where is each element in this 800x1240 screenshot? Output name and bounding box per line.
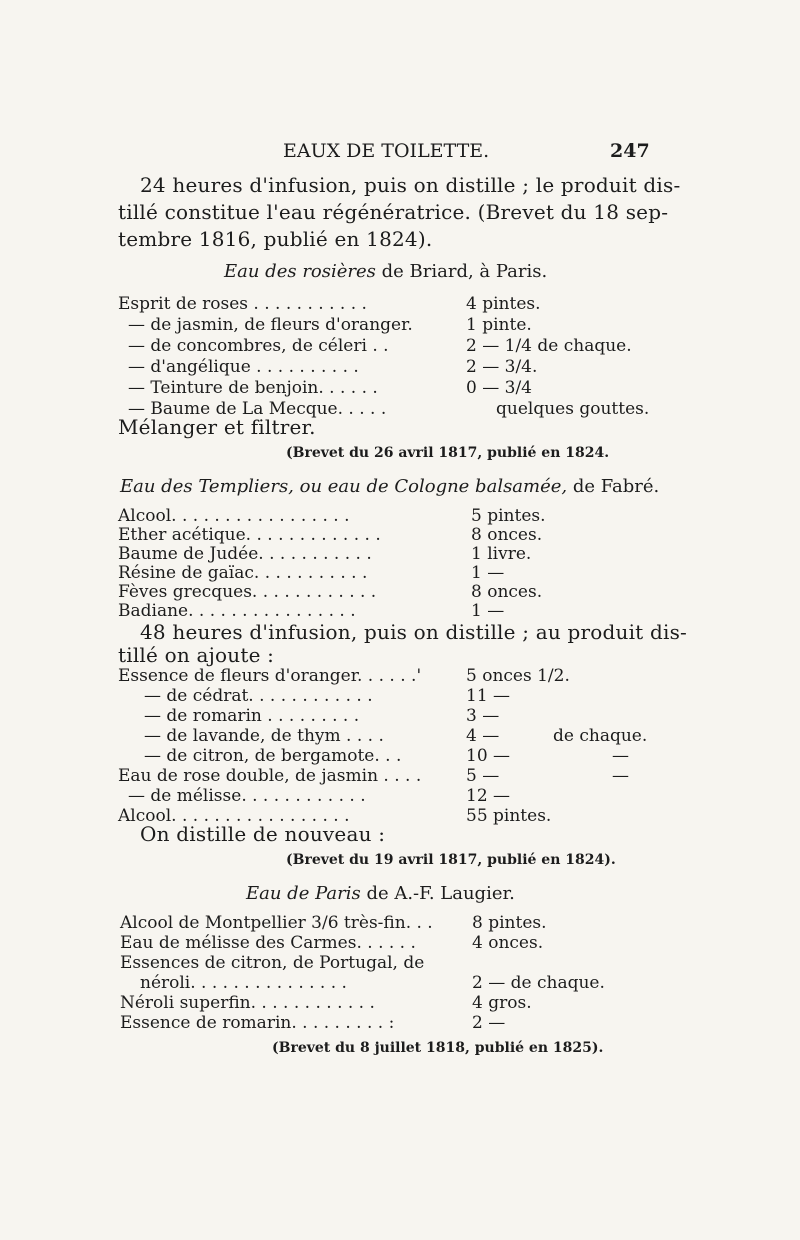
recipe3-item-name: Essences de citron, de Portugal, de [120, 953, 425, 973]
recipe1-item-name: — Teinture de benjoin. . . . . . [128, 378, 378, 398]
recipe2-item-name: Résine de gaïac. . . . . . . . . . . [118, 563, 368, 583]
recipe2-item-name: Baume de Judée. . . . . . . . . . . [118, 544, 372, 564]
recipe2-addition-name: Eau de rose double, de jasmin . . . . [118, 766, 422, 786]
recipe2-item-qty: 5 pintes. [471, 506, 546, 526]
recipe2-addition-qty: 5 onces 1/2. [466, 666, 570, 686]
recipe3-title [246, 883, 515, 904]
recipe2-instruction: On distille de nouveau : [140, 822, 386, 846]
intro-line-3: tembre 1816, publié en 1824). [118, 227, 433, 251]
intro-line-2: tillé constitue l'eau régénératrice. (Brevet du 18 sep- [118, 200, 669, 224]
recipe3-item-qty: 4 onces. [472, 933, 544, 953]
recipe1-item-name: — Baume de La Mecque. . . . . [128, 399, 387, 419]
recipe2-infusion-line-1: 48 heures d'infusion, puis on distille ; au produit dis- [140, 620, 688, 644]
recipe2-addition-qty: 3 — [466, 706, 500, 726]
recipe2-item-qty: 1 — [471, 601, 505, 621]
recipe2-title [120, 476, 659, 497]
recipe1-title-italic: Eau des rosières [224, 261, 376, 282]
recipe1-item-name: — d'angélique . . . . . . . . . . [128, 357, 359, 377]
recipe1-title-rest: de Briard, à Paris. [375, 261, 548, 282]
recipe1-item-qty: quelques gouttes. [496, 399, 650, 419]
recipe3-item-name: Eau de mélisse des Carmes. . . . . . [120, 933, 416, 953]
recipe2-addition-name: — de romarin . . . . . . . . . [144, 706, 360, 726]
recipe2-item-qty: 1 — [471, 563, 505, 583]
recipe3-title-italic: Eau de Paris [246, 883, 361, 904]
recipe2-addition-qty: 5 — [466, 766, 500, 786]
recipe3-item-qty: 2 — de chaque. [472, 973, 605, 993]
recipe2-addition-name: — de citron, de bergamote. . . [144, 746, 402, 766]
recipe1-item-qty: 2 — 1/4 de chaque. [466, 336, 632, 356]
recipe1-item-name: — de concombres, de céleri . . [128, 336, 389, 356]
recipe2-item-name: Alcool. . . . . . . . . . . . . . . . . [118, 506, 350, 526]
recipe3-item-qty: 4 gros. [472, 993, 532, 1013]
recipe2-addition-name: — de cédrat. . . . . . . . . . . . [144, 686, 373, 706]
recipe2-item-qty: 8 onces. [471, 525, 543, 545]
recipe2-item-qty: 1 livre. [471, 544, 532, 564]
recipe2-addition-name: Essence de fleurs d'oranger. . . . . .' [118, 666, 422, 686]
recipe2-title-rest: de Fabré. [567, 476, 660, 497]
recipe3-item-name: néroli. . . . . . . . . . . . . . . [140, 973, 347, 993]
recipe2-item-qty: 8 onces. [471, 582, 543, 602]
recipe2-addition-name: — de mélisse. . . . . . . . . . . . [128, 786, 366, 806]
recipe2-item-name: Badiane. . . . . . . . . . . . . . . . [118, 601, 356, 621]
recipe2-addition-name: — de lavande, de thym . . . . [144, 726, 384, 746]
recipe1-title [224, 261, 547, 282]
recipe2-addition-extra: de chaque. [553, 726, 648, 746]
recipe3-item-name: Alcool de Montpellier 3/6 très-fin. . . [120, 913, 433, 933]
recipe2-infusion-line-2: tillé on ajoute : [118, 643, 275, 667]
recipe2-reference: (Brevet du 19 avril 1817, publié en 1824). [286, 852, 616, 868]
recipe3-item-qty: 2 — [472, 1013, 506, 1033]
recipe2-addition-qty: 12 — [466, 786, 511, 806]
recipe3-reference: (Brevet du 8 juillet 1818, publié en 1825). [272, 1040, 604, 1056]
recipe2-addition-name: Alcool. . . . . . . . . . . . . . . . . [118, 806, 350, 826]
recipe2-addition-extra: — [612, 766, 629, 786]
recipe1-instruction: Mélanger et filtrer. [118, 415, 316, 439]
intro-line-1: 24 heures d'infusion, puis on distille ; le produit dis- [140, 173, 681, 197]
recipe1-item-name: Esprit de roses . . . . . . . . . . . [118, 294, 367, 314]
recipe2-addition-qty: 55 pintes. [466, 806, 552, 826]
recipe3-title-rest: de A.-F. Laugier. [360, 883, 515, 904]
recipe1-item-qty: 1 pinte. [466, 315, 532, 335]
recipe2-item-name: Ether acétique. . . . . . . . . . . . . [118, 525, 381, 545]
recipe2-addition-qty: 10 — [466, 746, 511, 766]
recipe1-reference: (Brevet du 26 avril 1817, publié en 1824. [286, 445, 610, 461]
recipe1-item-name: — de jasmin, de fleurs d'oranger. [128, 315, 413, 335]
recipe2-title-italic: Eau des Templiers, ou eau de Cologne balsamée, [120, 476, 568, 497]
recipe1-item-qty: 0 — 3/4 [466, 378, 532, 398]
recipe2-item-name: Fèves grecques. . . . . . . . . . . . [118, 582, 377, 602]
recipe3-item-name: Néroli superfin. . . . . . . . . . . . [120, 993, 375, 1013]
running-header: EAUX DE TOILETTE. [283, 140, 490, 162]
recipe2-addition-qty: 11 — [466, 686, 511, 706]
recipe2-addition-qty: 4 — [466, 726, 500, 746]
page-number: 247 [610, 140, 650, 162]
recipe1-item-qty: 4 pintes. [466, 294, 541, 314]
recipe1-item-qty: 2 — 3/4. [466, 357, 538, 377]
recipe3-item-name: Essence de romarin. . . . . . . . . : [120, 1013, 395, 1033]
recipe3-item-qty: 8 pintes. [472, 913, 547, 933]
recipe2-addition-extra: — [612, 746, 629, 766]
